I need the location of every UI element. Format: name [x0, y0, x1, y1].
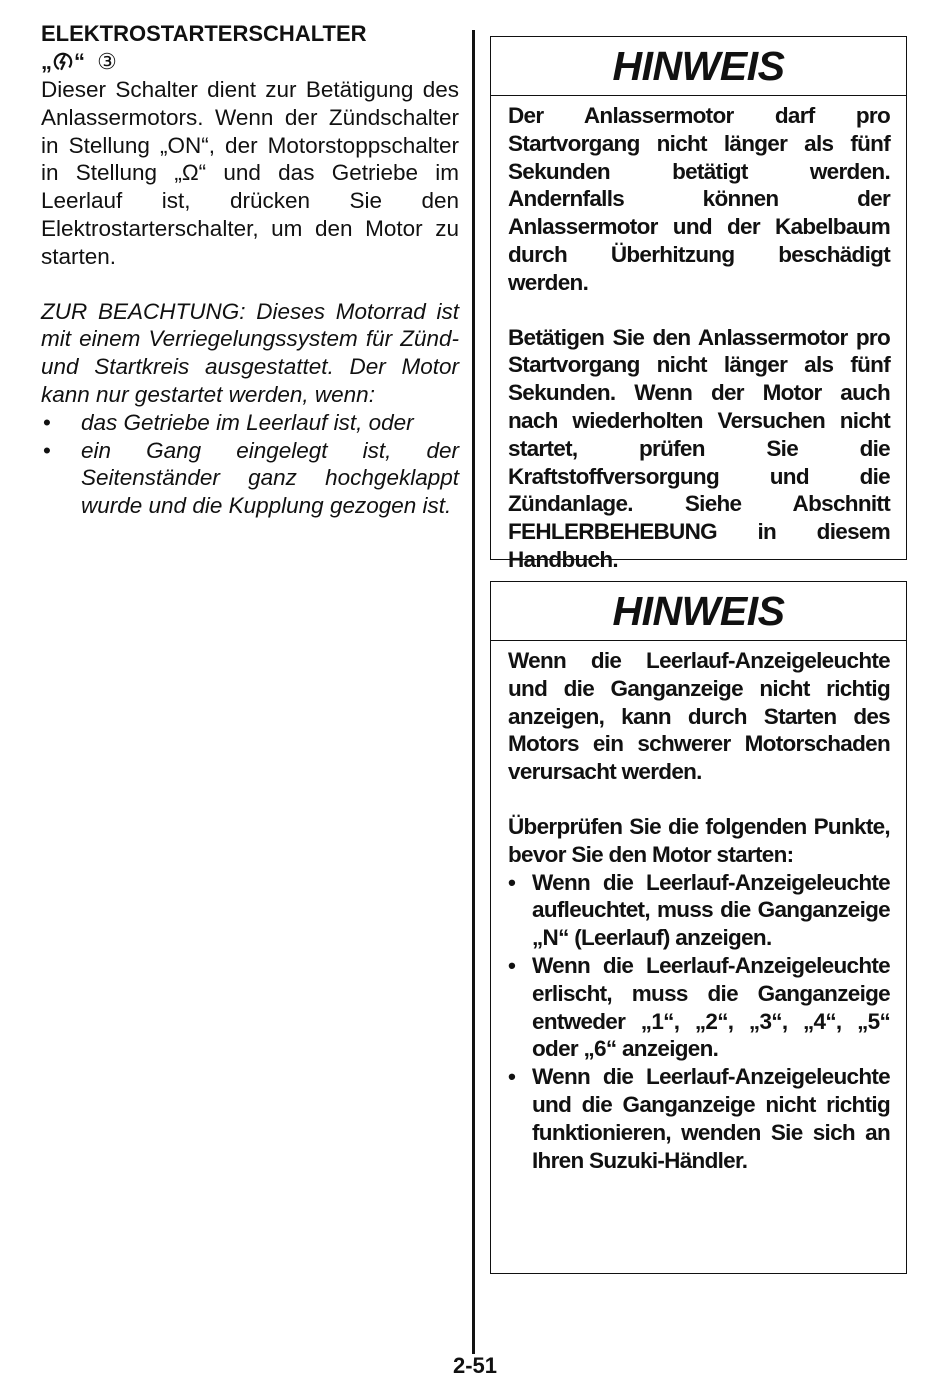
bullet: • [508, 952, 516, 978]
notice-paragraph: Überprüfen Sie die folgenden Punkte, bevor Sie den Motor starten: [508, 813, 890, 867]
notice-box-starter [490, 36, 907, 572]
notice-title: HINWEIS [491, 582, 906, 641]
list-item-text: das Getriebe im Leerlauf ist, oder [81, 409, 414, 435]
section-heading: ELEKTROSTARTERSCHALTER [41, 21, 367, 46]
list-item [41, 409, 459, 437]
reference-number: ③ [97, 49, 117, 74]
list-item-text: Wenn die Leerlauf-Anzeigeleuchte aufleuchtet, muss die Ganganzeige „N“ (Leerlauf) anzeigen. [532, 869, 890, 951]
bullet: • [43, 437, 51, 463]
note-list [41, 409, 459, 520]
column-divider [472, 30, 475, 1358]
left-column [41, 20, 459, 520]
description-text: Dieser Schalter dient zur Betätigung des Anlassermotors. Wenn der Zündschalter in Stellung „ON“, der Motorstoppschalter in Stellung „Ω“ und das Getriebe im Leerlauf ist, drücken Sie den Elektrostarterschalter, um den Motor zu starten. [41, 77, 459, 269]
list-item-text: Wenn die Leerlauf-Anzeigeleuchte erlischt, muss die Ganganzeige entweder „1“, „2“, „3“, „4“, „5“ oder „6“ anzeigen. [532, 952, 890, 1062]
notice-list [508, 869, 890, 1175]
list-item [508, 1063, 890, 1174]
notice-paragraph: Der Anlassermotor darf pro Startvorgang nicht länger als fünf Sekunden betätigt werden. Andernfalls können der Anlassermotor und der Kabelbaum durch Überhitzung beschädigt werden. [508, 103, 890, 295]
notice-paragraph: Betätigen Sie den Anlassermotor pro Startvorgang nicht länger als fünf Sekunden. Wenn der Motor auch nach wiederholten Versuchen nicht startet, prüfen Sie die Kraftstoffversorgung und die Zündanlage. Siehe Abschnitt FEHLERBEHEBUNG in diesem Handbuch. [508, 324, 890, 572]
notice-body [491, 96, 906, 574]
bullet: • [508, 869, 516, 895]
switch-symbol-line [41, 48, 459, 76]
starter-switch-icon [52, 51, 74, 73]
page-number: 2-51 [447, 1354, 503, 1378]
list-item [41, 437, 459, 520]
list-item [508, 952, 890, 1063]
open-quote: „ [41, 49, 52, 74]
notice-box-gear-indicator [490, 581, 907, 1274]
notice-paragraph: Wenn die Leerlauf-Anzeigeleuchte und die Ganganzeige nicht richtig anzeigen, kann durch Starten des Motors ein schwerer Motorschaden verursacht werden. [508, 648, 890, 785]
close-quote: “ [74, 49, 85, 74]
bullet: • [43, 409, 51, 435]
notice-body [491, 641, 906, 1174]
list-item [508, 869, 890, 952]
note-text: ZUR BEACHTUNG: Dieses Motorrad ist mit einem Verriegelungssystem für Zünd- und Startkreis ausgestattet. Der Motor kann nur gestartet werden, wenn: [41, 298, 459, 407]
bullet: • [508, 1064, 516, 1090]
list-item-text: ein Gang eingelegt ist, der Seitenständer ganz hochgeklappt wurde und die Kupplung gezogen ist. [81, 437, 459, 519]
notice-title: HINWEIS [491, 37, 906, 96]
list-item-text: Wenn die Leerlauf-Anzeigeleuchte und die Ganganzeige nicht richtig funktionieren, wenden Sie sich an Ihren Suzuki-Händler. [532, 1064, 890, 1173]
